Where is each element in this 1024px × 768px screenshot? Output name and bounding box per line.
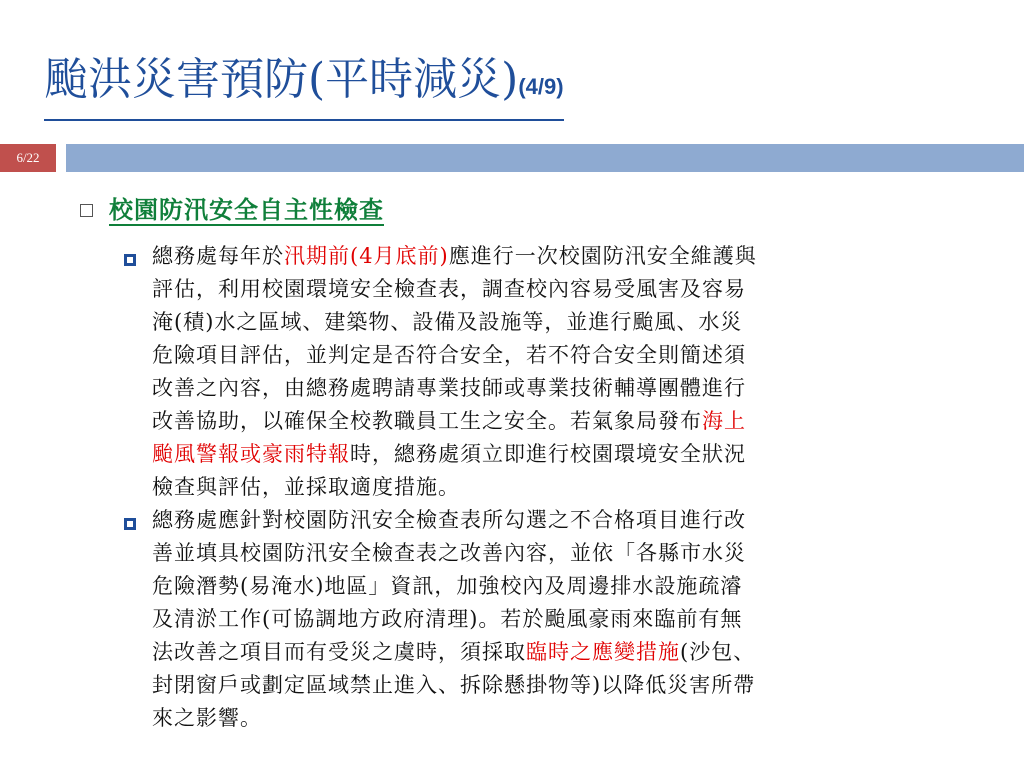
bullet-1-paragraph [152, 240, 972, 504]
paragraph-line: 改善之內容，由總務處聘請專業技師或專業技術輔導團體進行 [152, 376, 746, 400]
paragraph-line: 善並填具校園防汛安全檢查表之改善內容，並依「各縣市水災 [152, 541, 746, 565]
highlight-text: 海上 [702, 409, 746, 433]
title-main: 颱洪災害預防(平時減災) [44, 54, 519, 105]
highlight-text: 臨時之應變措施 [526, 640, 680, 664]
highlight-text: 颱風警報或豪雨特報 [152, 442, 350, 466]
paragraph-line: 封閉窗戶或劃定區域禁止進入、拆除懸掛物等)以降低災害所帶 [152, 673, 756, 697]
paragraph-line: 總務處應針對校園防汛安全檢查表所勾選之不合格項目進行改 [152, 508, 746, 532]
paragraph-line: 法改善之項目而有受災之虞時，須採取臨時之應變措施(沙包、 [152, 640, 756, 664]
paragraph-line: 來之影響。 [152, 706, 262, 730]
paragraph-line: 颱風警報或豪雨特報時，總務處須立即進行校園環境安全狀況 [152, 442, 746, 466]
highlight-text: 汛期前(4月底前) [284, 244, 449, 268]
square-bullet-icon [80, 204, 93, 217]
paragraph-line: 危險項目評估，並判定是否符合安全，若不符合安全則簡述須 [152, 343, 746, 367]
header-bar [66, 144, 1024, 172]
page-number-badge: 6/22 [0, 144, 56, 172]
bullet-1-icon [124, 254, 136, 266]
paragraph-line: 及清淤工作(可協調地方政府清理)。若於颱風豪雨來臨前有無 [152, 607, 743, 631]
paragraph-line: 總務處每年於汛期前(4月底前)應進行一次校園防汛安全維護與 [152, 244, 757, 268]
slide-title [44, 50, 564, 121]
paragraph-line: 檢查與評估，並採取適度措施。 [152, 475, 460, 499]
paragraph-line: 評估，利用校園環境安全檢查表，調查校內容易受風害及容易 [152, 277, 746, 301]
paragraph-line: 淹(積)水之區域、建築物、設備及設施等，並進行颱風、水災 [152, 310, 743, 334]
paragraph-line: 改善協助，以確保全校教職員工生之安全。若氣象局發布海上 [152, 409, 746, 433]
bullet-2-paragraph [152, 504, 972, 735]
title-sub: (4/9) [518, 74, 564, 99]
bullet-2-icon [124, 518, 136, 530]
section-heading [80, 190, 384, 225]
paragraph-line: 危險潛勢(易淹水)地區」資訊，加強校內及周邊排水設施疏濬 [152, 574, 743, 598]
section-heading-text: 校園防汛安全自主性檢查 [109, 195, 384, 224]
